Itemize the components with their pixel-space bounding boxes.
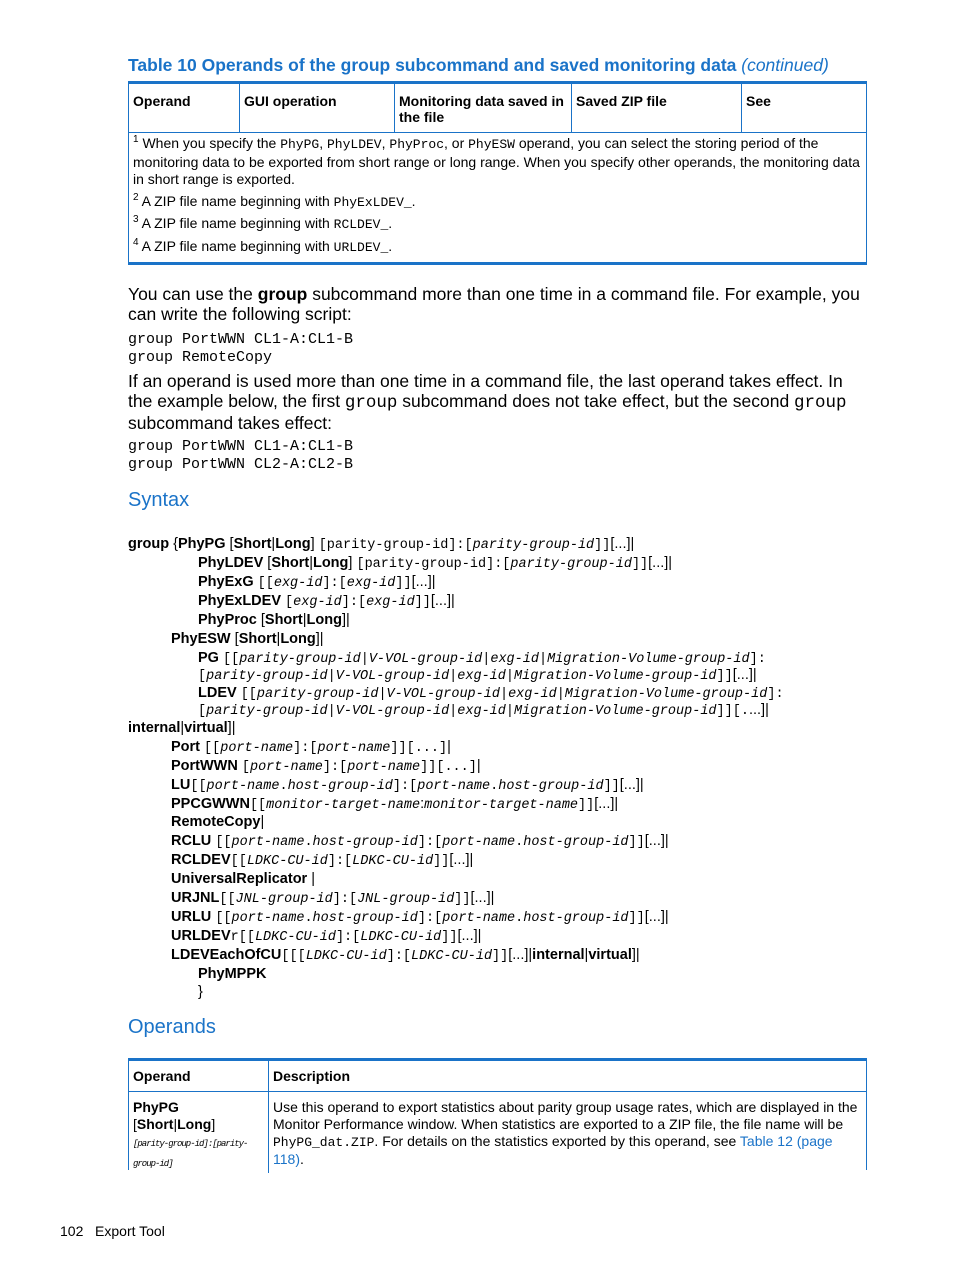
page-footer <box>60 1223 165 1239</box>
table-caption-text: Table 10 Operands of the group subcommand and saved monitoring data <box>128 55 737 75</box>
syntax-line-23: LDEVEachOfCU[[[LDKC-CU-id]:[LDKC-CU-id]][...]|internal|virtual]| <box>171 947 640 964</box>
table-header-row <box>129 84 866 133</box>
table-12-link[interactable]: Table 12 (page 118) <box>273 1133 833 1167</box>
description-cell: Use this operand to export statistics about parity group usage rates, which are displayed in the Monitor Performance window. When statistics are exported to a ZIP file, the file name will be PhyPG_dat.ZIP. For details on the statistics exported by this operand, see Table 12 (page 118). <box>273 1099 858 1167</box>
header-operand: Operand <box>129 84 240 132</box>
syntax-line-5: PhyProc [Short|Long]| <box>198 612 350 628</box>
table-footnotes <box>129 133 866 262</box>
header-monitoring-data: Monitoring data saved in the file <box>395 84 572 132</box>
operands-table <box>128 1058 867 1170</box>
syntax-line-8: [parity-group-id|V-VOL-group-id|exg-id|Migration-Volume-group-id]][...]| <box>198 667 757 684</box>
syntax-line-19: UniversalReplicator | <box>171 871 315 887</box>
footnote-1: $^1$ When you specify the PhyPG, PhyLDEV, PhyProc, or PhyESW operand, you can select the storing period of the monitoring data to be exported from short range or long range. When you specify other operands, the monitoring data in short range is exported. <box>133 134 860 187</box>
header-description: Description <box>273 1068 351 1084</box>
syntax-line-21: URLU [[port-name.host-group-id]:[port-name.host-group-id]][...]| <box>171 909 669 926</box>
header-gui-operation: GUI operation <box>240 84 395 132</box>
table-row <box>129 1092 866 1173</box>
page-number: 102 <box>60 1223 84 1239</box>
table-caption <box>128 55 829 76</box>
syntax-line-13: PortWWN [port-name]:[port-name]][...]| <box>171 758 481 775</box>
syntax-line-9: LDEV [[parity-group-id|V-VOL-group-id|exg-id|Migration-Volume-group-id]: <box>198 685 784 702</box>
operands-header-row <box>129 1061 866 1092</box>
operands-heading: Operands <box>128 1016 216 1038</box>
syntax-line-7: PG [[parity-group-id|V-VOL-group-id|exg-id|Migration-Volume-group-id]: <box>198 650 766 667</box>
syntax-line-12: Port [[port-name]:[port-name]][...]| <box>171 739 451 756</box>
syntax-heading: Syntax <box>128 489 190 511</box>
code-block-2: group PortWWN CL1-A:CL1-B group PortWWN CL2-A:CL2-B <box>128 438 354 473</box>
footnote-2: $^2$ A ZIP file name beginning with PhyExLDEV_. <box>133 191 416 210</box>
operand-cell: PhyPG [Short|Long] [parity-group-id]:[parity-group-id] <box>129 1092 269 1173</box>
syntax-line-14: LU[[port-name.host-group-id]:[port-name.host-group-id]][...]| <box>171 777 644 794</box>
syntax-line-17: RCLU [[port-name.host-group-id]:[port-name.host-group-id]][...]| <box>171 833 669 850</box>
syntax-line-16: RemoteCopy| <box>171 814 265 830</box>
header-saved-zip: Saved ZIP file <box>572 84 742 132</box>
footer-title: Export Tool <box>95 1223 165 1239</box>
header-see: See <box>746 93 771 109</box>
header-operand: Operand <box>129 1061 269 1091</box>
footnote-4: $^4$ A ZIP file name beginning with URLDEV_. <box>133 236 393 255</box>
table-caption-suffix: (continued) <box>741 55 829 75</box>
paragraph-1: You can use the group subcommand more than one time in a command file. For example, you can write the following script: <box>128 284 860 324</box>
syntax-line-18: RCLDEV[[LDKC-CU-id]:[LDKC-CU-id]][...]| <box>171 852 474 869</box>
syntax-line-24: PhyMPPK <box>198 966 267 982</box>
table-10 <box>128 81 867 265</box>
syntax-line-3: PhyExG [[exg-id]:[exg-id]][...]| <box>198 574 436 591</box>
syntax-line-1: group {PhyPG [Short|Long] [parity-group-id]:[parity-group-id]][...]| <box>128 536 635 553</box>
code-block-1: group PortWWN CL1-A:CL1-B group RemoteCopy <box>128 331 354 366</box>
syntax-line-10: [parity-group-id|V-VOL-group-id|exg-id|Migration-Volume-group-id]][....]| <box>198 702 769 719</box>
paragraph-2: If an operand is used more than one time in a command file, the last operand takes effect. In the example below, the first group subcommand does not take effect, but the second group subcommand takes effect: <box>128 371 847 433</box>
syntax-line-2: PhyLDEV [Short|Long] [parity-group-id]:[parity-group-id]][...]| <box>198 555 673 572</box>
syntax-line-4: PhyExLDEV [exg-id]:[exg-id]][...]| <box>198 593 455 610</box>
syntax-line-11: internal|virtual]| <box>128 720 236 736</box>
syntax-line-15: PPCGWWN[[monitor-target-name:monitor-target-name]][...]| <box>171 796 619 813</box>
syntax-line-20: URJNL[[JNL-group-id]:[JNL-group-id]][...]| <box>171 890 495 907</box>
syntax-line-22: URLDEVr[[LDKC-CU-id]:[LDKC-CU-id]][...]| <box>171 928 482 945</box>
syntax-line-6: PhyESW [Short|Long]| <box>171 631 324 647</box>
syntax-line-25: } <box>198 984 203 1000</box>
footnote-3: $^3$ A ZIP file name beginning with RCLDEV_. <box>133 214 393 232</box>
